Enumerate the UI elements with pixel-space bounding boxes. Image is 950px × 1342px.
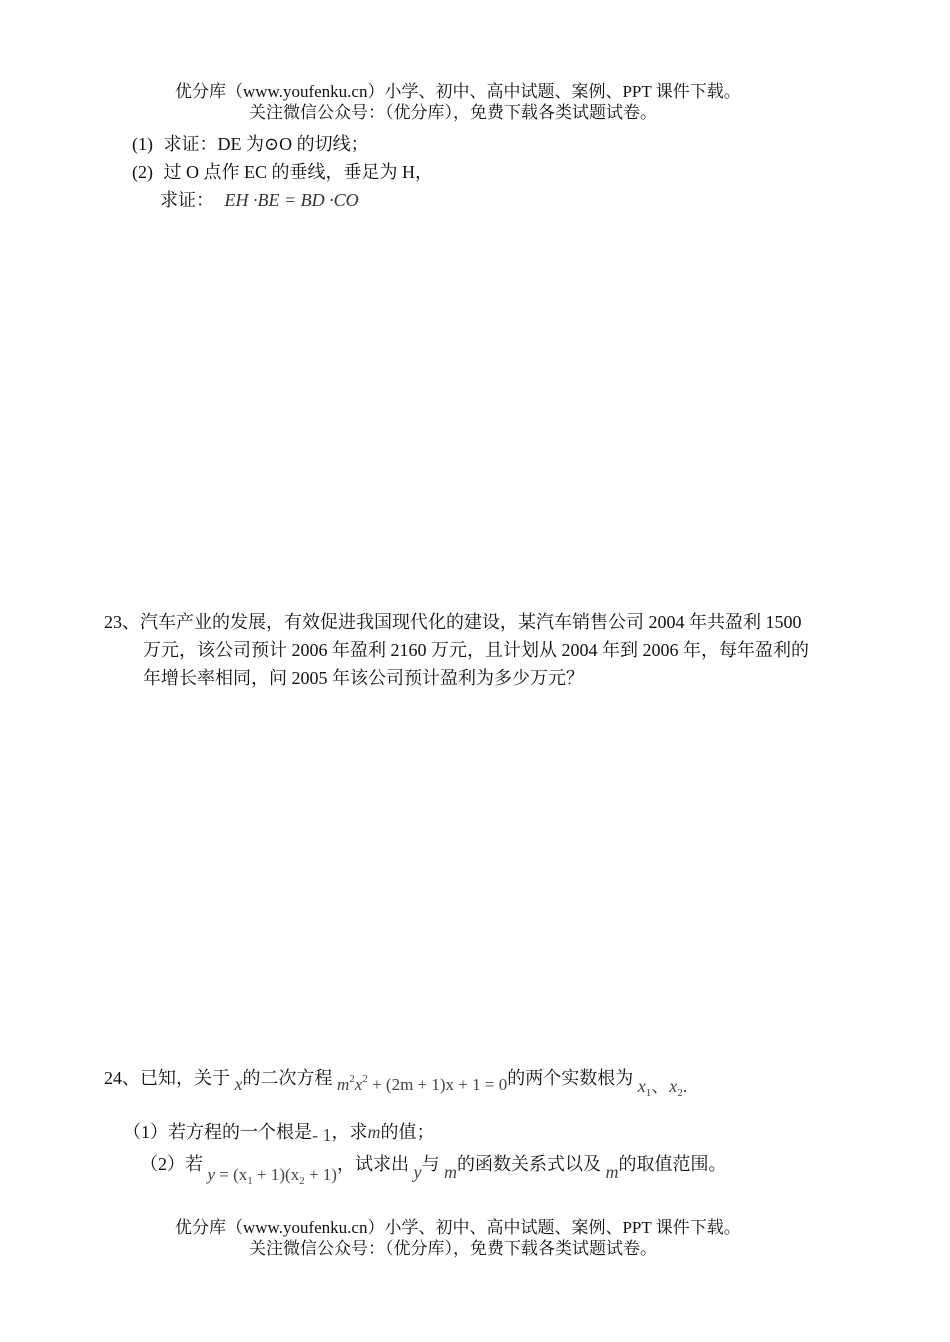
q22-part1-text: 求证：DE 为⊙O 的切线； xyxy=(163,134,369,154)
header-line-1: 优分库（www.youfenku.cn）小学、初中、高中试题、案例、PPT 课件下载。 xyxy=(175,82,741,101)
q22-prove xyxy=(160,186,359,212)
q24-number: 24、 xyxy=(104,1068,140,1088)
q24-part1-value: - 1 xyxy=(312,1125,332,1145)
q22-part1-number: (1) xyxy=(132,134,153,154)
q24-intro xyxy=(104,1064,688,1099)
header-line-2: 关注微信公众号：（优分库），免费下载各类试题试卷。 xyxy=(249,103,657,122)
q24-part2-m: m xyxy=(443,1162,457,1182)
q24-intro-b: 的二次方程 xyxy=(242,1068,333,1088)
q23-line-1 xyxy=(104,608,802,636)
q24-part1-var: m xyxy=(367,1122,381,1142)
q24-part2-end: 的取值范围。 xyxy=(618,1154,727,1174)
q24-intro-a: 已知，关于 xyxy=(140,1068,230,1088)
q24-part2-m2: m xyxy=(605,1162,619,1182)
q22-part2-text: 过 O 点作 EC 的垂线，垂足为 H， xyxy=(163,162,433,182)
q23-text-1: 汽车产业的发展，有效促进我国现代化的建设，某汽车销售公司 2004 年共盈利 1500 xyxy=(140,612,802,632)
q22-part1 xyxy=(132,130,369,156)
q24-part2 xyxy=(140,1150,727,1187)
q24-part2-y: y xyxy=(413,1162,422,1182)
q22-prove-label: 求证： xyxy=(160,190,214,210)
footer-line-1: 优分库（www.youfenku.cn）小学、初中、高中试题、案例、PPT 课件下载。 xyxy=(175,1218,741,1237)
q22-part2-number: (2) xyxy=(132,162,153,182)
footer-line-2: 关注微信公众号：（优分库），免费下载各类试题试卷。 xyxy=(249,1239,657,1258)
q23-line-3: 年增长率相同，问 2005 年该公司预计盈利为多少万元？ xyxy=(143,668,584,688)
q24-part1-end: 的值； xyxy=(380,1122,435,1142)
q24-roots: $x_1$、$x_2$. xyxy=(637,1076,688,1099)
q24-part1-label: （1）若方程的一个根是 xyxy=(123,1122,312,1142)
q22-part2 xyxy=(132,158,433,184)
q24-intro-c: 的两个实数根为 xyxy=(507,1068,634,1088)
q24-part2-mid2: 与 xyxy=(421,1154,440,1174)
q24-part2-label: （2）若 xyxy=(140,1154,203,1174)
q23-number: 23、 xyxy=(104,612,140,632)
q24-equation: $m^2x^2 + (2m + 1)x + 1 = 0$ xyxy=(337,1073,508,1094)
q23-line-2: 万元，该公司预计 2006 年盈利 2160 万元，且计划从 2004 年到 2006 年，每年盈利的 xyxy=(143,640,809,660)
q24-part2-equation: $y = (x_1 + 1)(x_2 + 1)$ xyxy=(207,1165,337,1187)
q22-prove-formula: EH ·BE = BD ·CO xyxy=(224,190,359,210)
q24-part1 xyxy=(123,1118,435,1146)
q24-part2-mid3: 的函数关系式以及 xyxy=(456,1154,601,1174)
q24-part2-mid1: ，试求出 xyxy=(336,1154,409,1174)
q24-part1-mid: ，求 xyxy=(331,1122,368,1142)
q24-var-x: x xyxy=(234,1074,243,1094)
